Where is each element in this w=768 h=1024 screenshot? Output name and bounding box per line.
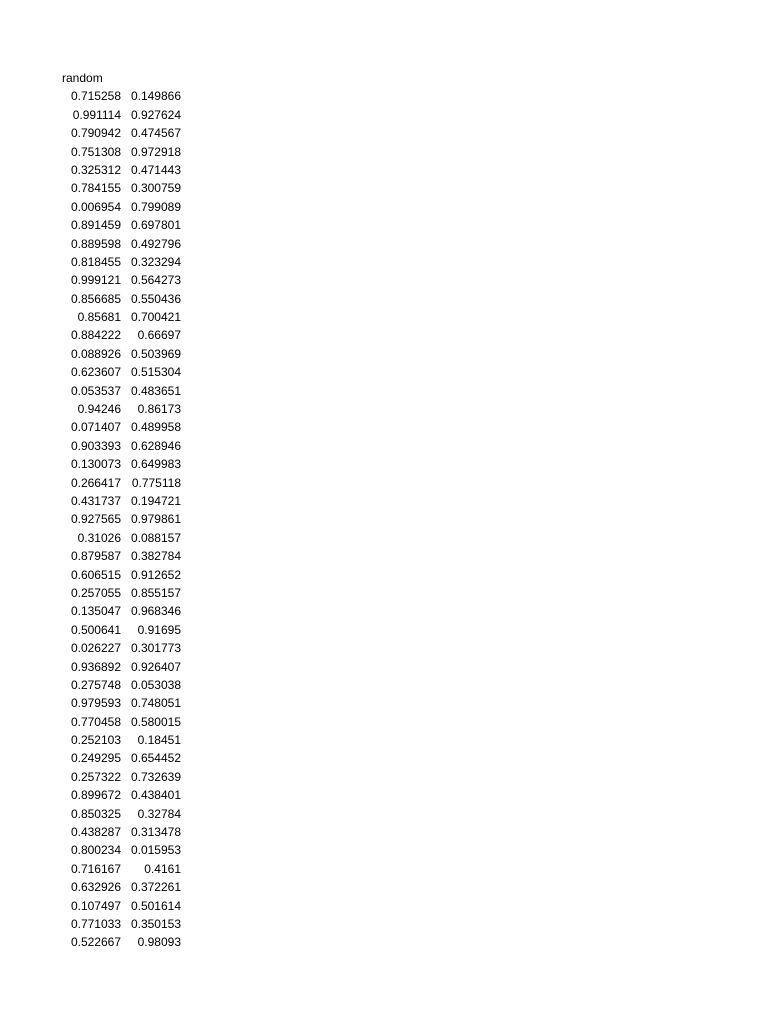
table-cell: 0.884222 xyxy=(70,328,121,343)
table-cell: 0.751308 xyxy=(70,144,121,159)
table-row xyxy=(62,418,182,436)
table-cell: 0.194721 xyxy=(130,493,181,508)
table-row xyxy=(62,915,182,933)
table-cell: 0.649983 xyxy=(130,457,181,472)
table-cell: 0.257322 xyxy=(70,769,121,784)
table-cell: 0.889598 xyxy=(70,236,121,251)
table-cell: 0.979861 xyxy=(130,512,181,527)
table-cell: 0.31026 xyxy=(77,530,121,545)
table-cell: 0.372261 xyxy=(130,880,181,895)
table-row xyxy=(62,363,182,381)
table-cell: 0.300759 xyxy=(130,181,181,196)
table-cell: 0.564273 xyxy=(130,273,181,288)
table-row xyxy=(62,345,182,363)
table-row xyxy=(62,639,182,657)
table-cell: 0.66697 xyxy=(137,328,181,343)
table-cell: 0.580015 xyxy=(130,714,181,729)
table-cell: 0.748051 xyxy=(130,696,181,711)
table-cell: 0.700421 xyxy=(130,310,181,325)
table-cell: 0.515304 xyxy=(130,365,181,380)
table-cell: 0.438287 xyxy=(70,825,121,840)
table-row xyxy=(62,87,182,105)
table-cell: 0.850325 xyxy=(70,806,121,821)
table-cell: 0.088157 xyxy=(130,530,181,545)
table-cell: 0.991114 xyxy=(72,107,121,122)
table-row xyxy=(62,253,182,271)
table-row xyxy=(62,878,182,896)
table-row xyxy=(62,179,182,197)
table-cell: 0.053038 xyxy=(130,677,181,692)
table-row xyxy=(62,143,182,161)
data-sheet xyxy=(62,69,182,952)
table-cell: 0.489958 xyxy=(130,420,181,435)
table-cell: 0.968346 xyxy=(130,604,181,619)
table-row xyxy=(62,713,182,731)
table-row xyxy=(62,308,182,326)
table-cell: 0.790942 xyxy=(70,126,121,141)
table-cell: 0.775118 xyxy=(131,475,181,490)
table-cell: 0.471443 xyxy=(130,162,181,177)
table-cell: 0.732639 xyxy=(130,769,181,784)
table-cell: 0.266417 xyxy=(70,475,121,490)
table-row xyxy=(62,492,182,510)
table-row xyxy=(62,676,182,694)
table-cell: 0.026227 xyxy=(70,641,121,656)
table-row xyxy=(62,860,182,878)
table-cell: 0.500641 xyxy=(70,622,121,637)
table-cell: 0.18451 xyxy=(137,733,181,748)
table-cell: 0.325312 xyxy=(70,162,121,177)
table-cell: 0.32784 xyxy=(137,806,181,821)
table-cell: 0.135047 xyxy=(70,604,121,619)
table-cell: 0.98093 xyxy=(137,935,181,950)
table-row xyxy=(62,455,182,473)
table-row xyxy=(62,326,182,344)
table-row xyxy=(62,198,182,216)
table-cell: 0.053537 xyxy=(70,383,121,398)
table-cell: 0.350153 xyxy=(130,916,181,931)
table-row xyxy=(62,602,182,620)
table-cell: 0.85681 xyxy=(77,310,121,325)
table-cell: 0.107497 xyxy=(70,898,121,913)
table-row xyxy=(62,768,182,786)
table-row xyxy=(62,529,182,547)
table-cell: 0.628946 xyxy=(130,438,181,453)
table-cell: 0.770458 xyxy=(70,714,121,729)
table-row xyxy=(62,382,182,400)
table-cell: 0.252103 xyxy=(70,733,121,748)
table-cell: 0.800234 xyxy=(70,843,121,858)
table-cell: 0.149866 xyxy=(130,89,181,104)
table-cell: 0.879587 xyxy=(70,549,121,564)
table-cell: 0.715258 xyxy=(70,89,121,104)
table-row xyxy=(62,161,182,179)
table-cell: 0.86173 xyxy=(137,402,181,417)
table-cell: 0.784155 xyxy=(70,181,121,196)
table-cell: 0.474567 xyxy=(130,126,181,141)
table-cell: 0.503969 xyxy=(130,346,181,361)
table-cell: 0.301773 xyxy=(130,641,181,656)
table-row xyxy=(62,124,182,142)
table-cell: 0.071407 xyxy=(70,420,121,435)
table-cell: 0.979593 xyxy=(70,696,121,711)
table-cell: 0.818455 xyxy=(70,254,121,269)
table-row xyxy=(62,106,182,124)
table-cell: 0.912652 xyxy=(130,567,181,582)
table-row xyxy=(62,584,182,602)
table-cell: 0.855157 xyxy=(130,585,181,600)
table-cell: 0.501614 xyxy=(130,898,181,913)
table-cell: 0.697801 xyxy=(130,218,181,233)
table-row xyxy=(62,621,182,639)
table-cell: 0.623607 xyxy=(70,365,121,380)
table-row xyxy=(62,216,182,234)
table-cell: 0.91695 xyxy=(137,622,181,637)
table-cell: 0.654452 xyxy=(130,751,181,766)
table-cell: 0.716167 xyxy=(70,861,121,876)
table-cell: 0.972918 xyxy=(130,144,181,159)
table-row xyxy=(62,547,182,565)
table-row xyxy=(62,271,182,289)
table-cell: 0.927624 xyxy=(130,107,181,122)
table-row xyxy=(62,510,182,528)
table-cell: 0.4161 xyxy=(144,861,181,876)
table-row xyxy=(62,437,182,455)
table-row xyxy=(62,400,182,418)
table-cell: 0.550436 xyxy=(130,291,181,306)
table-row xyxy=(62,749,182,767)
table-cell: 0.903393 xyxy=(70,438,121,453)
table-cell: 0.891459 xyxy=(70,218,121,233)
table-cell: 0.015953 xyxy=(130,843,181,858)
table-cell: 0.382784 xyxy=(130,549,181,564)
table-cell: 0.936892 xyxy=(70,659,121,674)
table-cell: 0.899672 xyxy=(70,788,121,803)
table-cell: 0.431737 xyxy=(70,493,121,508)
table-cell: 0.856685 xyxy=(70,291,121,306)
table-cell: 0.088926 xyxy=(70,346,121,361)
table-row xyxy=(62,933,182,951)
table-row xyxy=(62,658,182,676)
table-cell: 0.275748 xyxy=(70,677,121,692)
table-cell: 0.323294 xyxy=(130,254,181,269)
table-cell: 0.130073 xyxy=(70,457,121,472)
table-row xyxy=(62,290,182,308)
table-cell: 0.438401 xyxy=(130,788,181,803)
table-cell: 0.926407 xyxy=(130,659,181,674)
table-row xyxy=(62,823,182,841)
table-row xyxy=(62,566,182,584)
table-row xyxy=(62,235,182,253)
table-cell: 0.606515 xyxy=(70,567,121,582)
table-cell: 0.006954 xyxy=(70,199,121,214)
table-row xyxy=(62,805,182,823)
table-cell: 0.483651 xyxy=(130,383,181,398)
table-cell: 0.522667 xyxy=(70,935,121,950)
table-cell: 0.771033 xyxy=(70,916,121,931)
table-cell: 0.313478 xyxy=(130,825,181,840)
table-row xyxy=(62,474,182,492)
table-cell: 0.799089 xyxy=(130,199,181,214)
column-header: random xyxy=(62,71,103,85)
table-row xyxy=(62,786,182,804)
table-cell: 0.94246 xyxy=(77,402,121,417)
table-cell: 0.999121 xyxy=(70,273,121,288)
table-cell: 0.492796 xyxy=(130,236,181,251)
table-row xyxy=(62,731,182,749)
table-cell: 0.927565 xyxy=(70,512,121,527)
table-row xyxy=(62,694,182,712)
table-cell: 0.257055 xyxy=(70,585,121,600)
table-row xyxy=(62,841,182,859)
data-rows xyxy=(62,87,182,951)
table-row xyxy=(62,897,182,915)
table-cell: 0.632926 xyxy=(70,880,121,895)
table-cell: 0.249295 xyxy=(70,751,121,766)
